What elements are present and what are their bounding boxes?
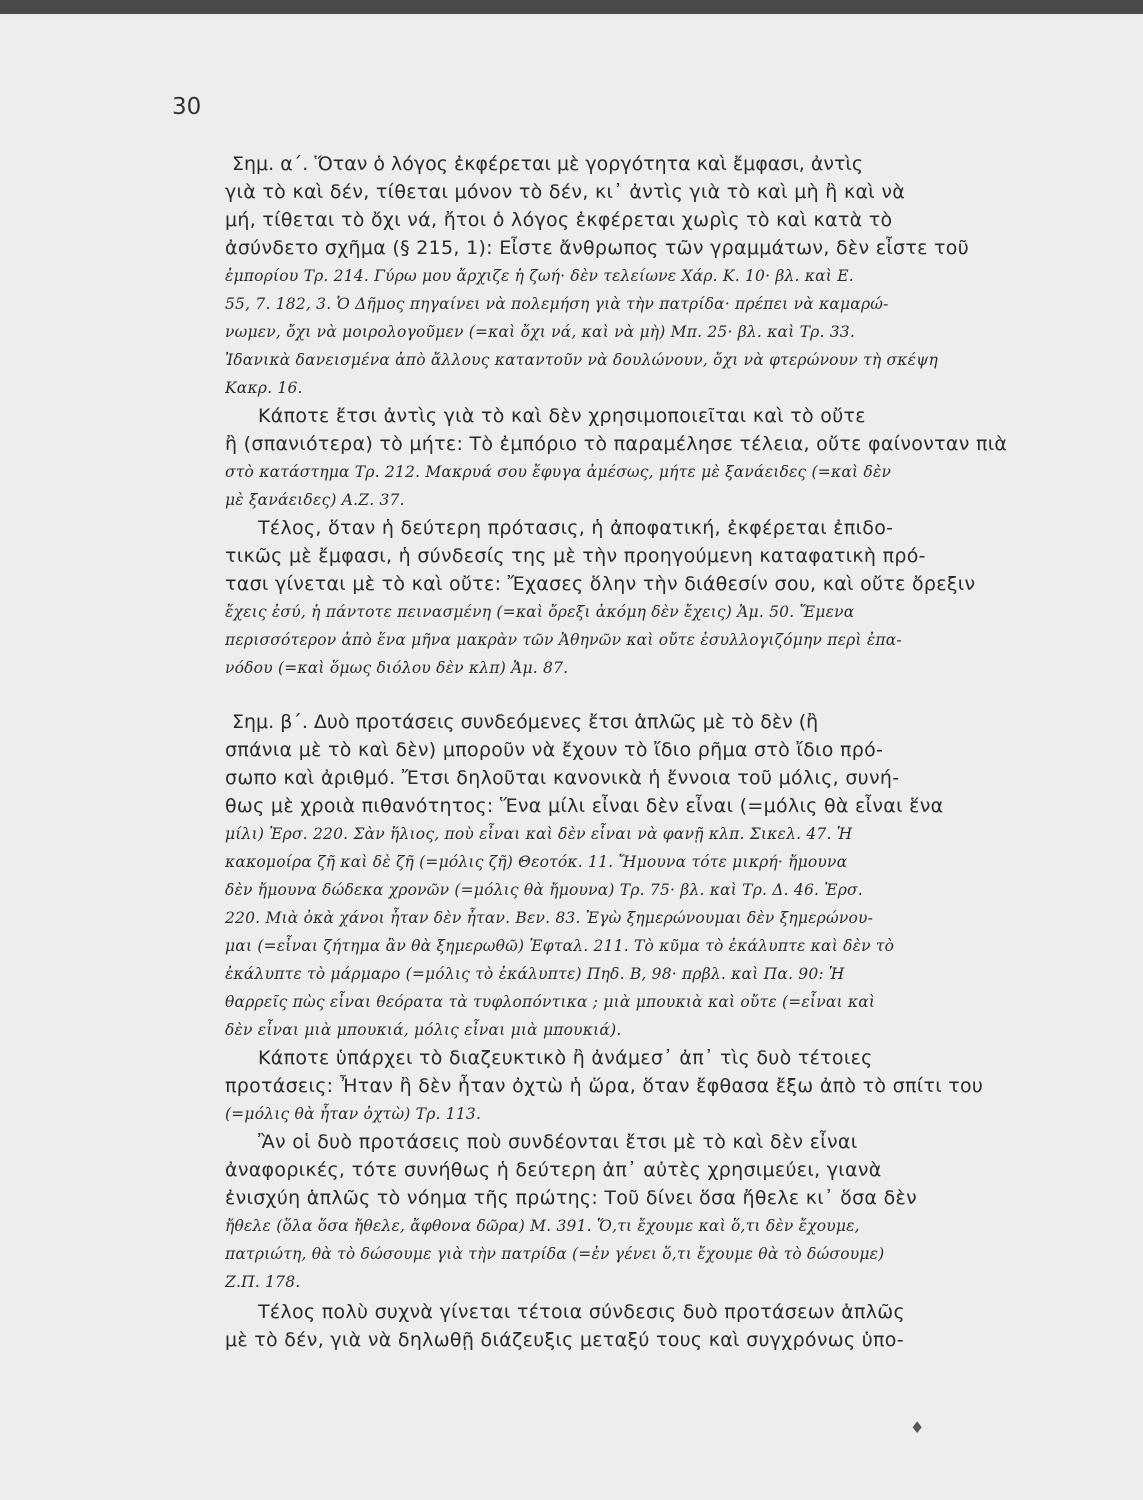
text-line: σωπο καὶ ἀριθμό. Ἔτσι δηλοῦται κανονικὰ ἡ ἔννοια τοῦ μόλις, συνή- bbox=[225, 767, 900, 789]
text-line: δὲν ἤμουνα δώδεκα χρονῶν (=μόλις θὰ ἤμουνα) Τρ. 75· βλ. καὶ Τρ. Δ. 46. Ἐρσ. bbox=[225, 881, 863, 899]
text-line: μὲ ξανάειδες) Α.Ζ. 37. bbox=[225, 491, 405, 509]
text-line: Ζ.Π. 178. bbox=[225, 1273, 301, 1291]
text-line: σπάνια μὲ τὸ καὶ δὲν) μποροῦν νὰ ἔχουν τὸ ἴδιο ρῆμα στὸ ἴδιο πρό- bbox=[225, 739, 884, 761]
text-line: νόδου (=καὶ ὅμως διόλου δὲν κλπ) Ἀμ. 87. bbox=[225, 659, 569, 677]
text-line: μή, τίθεται τὸ ὄχι νά, ἤτοι ὁ λόγος ἐκφέρεται χωρὶς τὸ καὶ κατὰ τὸ bbox=[225, 209, 893, 231]
text-line: ἐνισχύη ἁπλῶς τὸ νόημα τῆς πρώτης: Τοῦ δίνει ὅσα ἤθελε κι᾽ ὅσα δὲν bbox=[225, 1187, 917, 1209]
text-line: Κακρ. 16. bbox=[225, 379, 303, 397]
text-line: μαι (=εἶναι ζήτημα ἂν θὰ ξημερωθῶ) Ἐφταλ. 211. Τὸ κῦμα τὸ ἐκάλυπτε καὶ δὲν τὸ bbox=[225, 937, 895, 955]
text-line: νωμεν, ὄχι νὰ μοιρολογοῦμεν (=καὶ ὄχι νά, καὶ νὰ μὴ) Μπ. 25· βλ. καὶ Τρ. 33. bbox=[225, 323, 855, 341]
text-line: Τέλος, ὅταν ἡ δεύτερη πρότασις, ἡ ἀποφατική, ἐκφέρεται ἐπιδο- bbox=[258, 517, 894, 539]
text-line: ἀσύνδετο σχῆμα (§ 215, 1): Εἶστε ἄνθρωπος τῶν γραμμάτων, δὲν εἶστε τοῦ bbox=[225, 237, 970, 259]
text-line: Ἂν οἱ δυὸ προτάσεις ποὺ συνδέονται ἔτσι μὲ τὸ καὶ δὲν εἶναι bbox=[258, 1131, 858, 1153]
text-line: ἐμπορίου Τρ. 214. Γύρω μου ἄρχιζε ἡ ζωή· δὲν τελείωνε Χάρ. Κ. 10· βλ. καὶ Ε. bbox=[225, 267, 854, 285]
text-line: ἐκάλυπτε τὸ μάρμαρο (=μόλις τὸ ἐκάλυπτε) Πηδ. Β, 98· πρβλ. καὶ Πα. 90: Ἡ bbox=[225, 965, 845, 983]
page-number: 30 bbox=[172, 94, 202, 120]
text-line: (=μόλις θὰ ἦταν ὀχτὼ) Τρ. 113. bbox=[225, 1105, 482, 1123]
text-line: θως μὲ χροιὰ πιθανότητος: Ἕνα μίλι εἶναι δὲν εἶναι (=μόλις θὰ εἶναι ἕνα bbox=[225, 795, 944, 817]
text-line: Ἰδανικὰ δανεισμένα ἀπὸ ἄλλους καταντοῦν νὰ δουλώνουν, ὄχι νὰ φτερώνουν τὴ σκέψη bbox=[225, 351, 938, 369]
text-line: ἔχεις ἐσύ, ἡ πάντοτε πεινασμένη (=καὶ ὄρεξι ἀκόμη δὲν ἔχεις) Ἀμ. 50. Ἔμενα bbox=[225, 603, 855, 621]
text-line: ἤθελε (ὅλα ὅσα ἤθελε, ἄφθονα δῶρα) Μ. 391. Ὅ,τι ἔχουμε καὶ ὅ,τι δὲν ἔχουμε, bbox=[225, 1217, 860, 1235]
text-line: 220. Μιὰ ὀκὰ χάνοι ἦταν δὲν ἦταν. Βεν. 83. Ἐγὼ ξημερώνουμαι δὲν ξημερώνου- bbox=[225, 909, 874, 927]
text-line: ἢ (σπανιότερα) τὸ μήτε: Τὸ ἐμπόριο τὸ παραμέλησε τέλεια, οὔτε φαίνονταν πιὰ bbox=[225, 433, 1007, 455]
text-line: προτάσεις: Ἦταν ἢ δὲν ἦταν ὀχτὼ ἡ ὥρα, ὅταν ἔφθασα ἔξω ἀπὸ τὸ σπίτι του bbox=[225, 1075, 984, 1097]
text-line: περισσότερον ἀπὸ ἕνα μῆνα μακρὰν τῶν Ἀθηνῶν καὶ οὔτε ἐσυλλογιζόμην περὶ ἐπα- bbox=[225, 631, 902, 649]
text-line: τασι γίνεται μὲ τὸ καὶ οὔτε: Ἔχασες ὅλην τὴν διάθεσίν σου, καὶ οὔτε ὄρεξιν bbox=[225, 573, 976, 595]
text-line: μίλι) Ἐρσ. 220. Σὰν ἥλιος, ποὺ εἶναι καὶ δὲν εἶναι νὰ φανῇ κλπ. Σικελ. 47. Ἡ bbox=[225, 825, 853, 843]
text-line: δὲν εἶναι μιὰ μπουκιά, μόλις εἶναι μιὰ μπουκιά). bbox=[225, 1021, 622, 1039]
text-line: Τέλος πολὺ συχνὰ γίνεται τέτοια σύνδεσις δυὸ προτάσεων ἁπλῶς bbox=[258, 1301, 905, 1323]
text-line: στὸ κατάστημα Τρ. 212. Μακρυά σου ἔφυγα ἀμέσως, μήτε μὲ ξανάειδες (=καὶ δὲν bbox=[225, 463, 892, 481]
text-line: 55, 7. 182, 3. Ὁ Δῆμος πηγαίνει νὰ πολεμήση γιὰ τὴν πατρίδα· πρέπει νὰ καμαρώ- bbox=[225, 295, 889, 313]
text-line: Κάποτε ἔτσι ἀντὶς γιὰ τὸ καὶ δὲν χρησιμοποιεῖται καὶ τὸ οὔτε bbox=[258, 405, 866, 427]
text-line: μὲ τὸ δέν, γιὰ νὰ δηλωθῇ διάζευξις μεταξύ τους καὶ συγχρόνως ὑπο- bbox=[225, 1329, 904, 1351]
text-line: πατριώτη, θὰ τὸ δώσουμε γιὰ τὴν πατρίδα (=ἐν γένει ὅ,τι ἔχουμε θὰ τὸ δώσουμε) bbox=[225, 1245, 885, 1263]
text-line: κακομοίρα ζῆ καὶ δὲ ζῆ (=μόλις ζῆ) Θεοτόκ. 11. Ἤμουνα τότε μικρή· ἤμουνα bbox=[225, 853, 848, 871]
text-line: τικῶς μὲ ἔμφασι, ἡ σύνδεσίς της μὲ τὴν προηγούμενη καταφατικὴ πρό- bbox=[225, 545, 926, 567]
text-line: γιὰ τὸ καὶ δέν, τίθεται μόνον τὸ δέν, κι᾽ ἀντὶς γιὰ τὸ καὶ μὴ ἢ καὶ νὰ bbox=[225, 181, 906, 203]
text-line: θαρρεῖς πὼς εἶναι θεόρατα τὰ τυφλοπόντικα ; μιὰ μπουκιὰ καὶ οὔτε (=εἶναι καὶ bbox=[225, 993, 876, 1011]
text-line: Σημ. β΄. Δυὸ προτάσεις συνδεόμενες ἔτσι ἁπλῶς μὲ τὸ δὲν (ἢ bbox=[232, 711, 819, 733]
text-line: Κάποτε ὑπάρχει τὸ διαζευκτικὸ ἢ ἀνάμεσ᾽ ἀπ᾽ τὶς δυὸ τέτοιες bbox=[258, 1047, 873, 1069]
text-line: ἀναφορικές, τότε συνήθως ἡ δεύτερη ἀπ᾽ αὐτὲς χρησιμεύει, γιανὰ bbox=[225, 1159, 882, 1181]
text-line: Σημ. α΄. Ὅταν ὁ λόγος ἐκφέρεται μὲ γοργότητα καὶ ἔμφασι, ἀντὶς bbox=[232, 153, 863, 175]
bottom-mark: ♦ bbox=[910, 1418, 925, 1437]
